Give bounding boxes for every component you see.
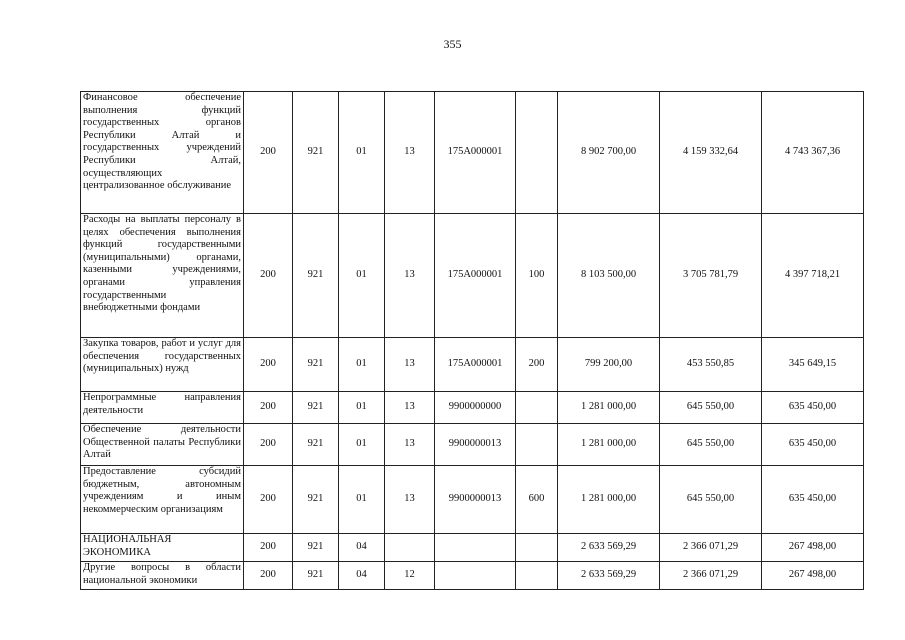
cell-vr [516,534,558,562]
cell-rz: 01 [339,466,385,534]
cell-pr: 12 [385,562,435,590]
cell-sum-2: 4 159 332,64 [660,92,762,214]
cell-pr: 13 [385,214,435,338]
table-row [81,214,864,338]
cell-kvsr: 200 [244,534,293,562]
cell-code: 921 [293,534,339,562]
cell-vr: 200 [516,338,558,392]
row-name: Обеспечение деятельности Общественной палаты Республики Алтай [81,424,244,466]
cell-kvsr: 200 [244,338,293,392]
cell-code: 921 [293,424,339,466]
table-row [81,392,864,424]
cell-pr: 13 [385,466,435,534]
cell-pr: 13 [385,92,435,214]
row-name: Другие вопросы в области национальной экономики [81,562,244,590]
cell-sum-2: 645 550,00 [660,466,762,534]
cell-sum-3: 267 498,00 [762,534,864,562]
cell-kvsr: 200 [244,392,293,424]
cell-sum-1: 8 103 500,00 [558,214,660,338]
budget-table [80,91,864,590]
cell-vr [516,392,558,424]
table-row [81,466,864,534]
cell-csr: 9900000013 [435,424,516,466]
table-row [81,338,864,392]
row-name: НАЦИОНАЛЬНАЯ ЭКОНОМИКА [81,534,244,562]
table-row [81,92,864,214]
cell-rz: 01 [339,424,385,466]
cell-vr [516,562,558,590]
cell-kvsr: 200 [244,424,293,466]
cell-csr: 175А000001 [435,338,516,392]
row-name: Финансовое обеспечение выполнения функций государственных органов Республики Алтай и государственных учреждений Республики Алтай, осуществляющих централизованное обслуживание [81,92,244,214]
table-row [81,424,864,466]
row-name: Закупка товаров, работ и услуг для обеспечения государственных (муниципальных) нужд [81,338,244,392]
cell-csr: 9900000013 [435,466,516,534]
cell-code: 921 [293,466,339,534]
cell-sum-1: 8 902 700,00 [558,92,660,214]
cell-sum-1: 2 633 569,29 [558,562,660,590]
cell-code: 921 [293,392,339,424]
cell-csr [435,534,516,562]
table-row [81,534,864,562]
cell-sum-2: 2 366 071,29 [660,562,762,590]
cell-sum-3: 635 450,00 [762,466,864,534]
cell-code: 921 [293,92,339,214]
cell-kvsr: 200 [244,92,293,214]
cell-sum-1: 1 281 000,00 [558,466,660,534]
cell-vr [516,92,558,214]
cell-sum-3: 267 498,00 [762,562,864,590]
cell-kvsr: 200 [244,466,293,534]
cell-csr: 175А000001 [435,214,516,338]
cell-csr [435,562,516,590]
cell-sum-3: 4 743 367,36 [762,92,864,214]
cell-code: 921 [293,562,339,590]
cell-pr: 13 [385,392,435,424]
cell-rz: 04 [339,534,385,562]
cell-rz: 01 [339,92,385,214]
cell-code: 921 [293,338,339,392]
cell-pr [385,534,435,562]
cell-kvsr: 200 [244,214,293,338]
row-name: Расходы на выплаты персоналу в целях обеспечения выполнения функций государственными (муниципальными) органами, казенными учреждениями, органами управления государственными внебюджетными фондами [81,214,244,338]
cell-sum-1: 799 200,00 [558,338,660,392]
cell-vr: 600 [516,466,558,534]
cell-pr: 13 [385,424,435,466]
cell-sum-2: 645 550,00 [660,424,762,466]
cell-pr: 13 [385,338,435,392]
cell-rz: 04 [339,562,385,590]
cell-sum-2: 645 550,00 [660,392,762,424]
cell-sum-3: 4 397 718,21 [762,214,864,338]
cell-csr: 9900000000 [435,392,516,424]
cell-sum-1: 1 281 000,00 [558,392,660,424]
cell-sum-3: 635 450,00 [762,392,864,424]
cell-sum-3: 635 450,00 [762,424,864,466]
cell-code: 921 [293,214,339,338]
cell-csr: 175А000001 [435,92,516,214]
cell-kvsr: 200 [244,562,293,590]
cell-sum-1: 1 281 000,00 [558,424,660,466]
table-row [81,562,864,590]
cell-sum-1: 2 633 569,29 [558,534,660,562]
cell-rz: 01 [339,392,385,424]
cell-sum-2: 453 550,85 [660,338,762,392]
cell-sum-3: 345 649,15 [762,338,864,392]
page-number: 355 [443,37,462,51]
cell-vr [516,424,558,466]
cell-rz: 01 [339,338,385,392]
cell-vr: 100 [516,214,558,338]
row-name: Непрограммные направления деятельности [81,392,244,424]
cell-sum-2: 2 366 071,29 [660,534,762,562]
row-name: Предоставление субсидий бюджетным, автономным учреждениям и иным некоммерческим организациям [81,466,244,534]
cell-sum-2: 3 705 781,79 [660,214,762,338]
cell-rz: 01 [339,214,385,338]
